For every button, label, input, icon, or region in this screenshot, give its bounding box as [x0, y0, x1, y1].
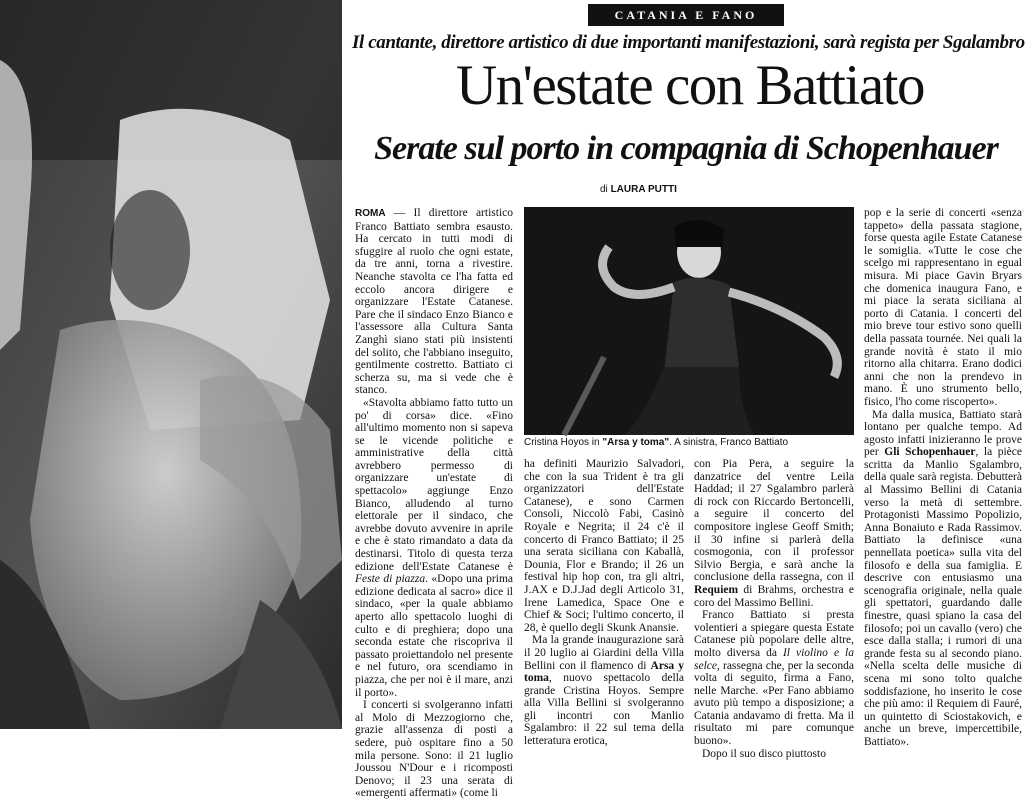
subtitle: Serate sul porto in compagnia di Schopenhauer — [374, 130, 998, 167]
paragraph-text: di Brahms, orchestra e coro del Massimo Bellini. — [694, 583, 854, 609]
paragraph-text: , la pièce scritta da Manlio Sgalambro, della quale sarà regista. Debutterà al Massimo Bellini di Catania verso la metà di settembre. Protagonisti Massimo Popolizio, Anna Bonaiuto e Rada Rassimov. Battiato la definisce «una pennellata poetica» sulla vita del filosofo e della sua famiglia. E descrive con entusiasmo una scenografia originale, nella quale gli spettatori, guardando dalle finestre, quasi spiano la casa del filosofo; poi un cavallo (vero) che esce dalla stalla; i rumori di una grande festa su al secondo piano. «Nella scelta delle musiche di scena mi sono tolto qualche soddisfazione, ho inserito le cose che più amo: il Requiem di Fauré, un quintetto di Sciostakovich, e anche un breve, impercettibile, Battiato». — [864, 446, 1022, 748]
title-italic: Feste di piazza — [355, 573, 426, 586]
title-bold: Gli Schopenhauer — [884, 446, 976, 459]
article-paragraph — [694, 748, 854, 761]
article-column-3 — [694, 458, 855, 760]
photo-caption — [524, 437, 854, 448]
article-paragraph — [524, 634, 684, 747]
photo-franco-battiato — [0, 0, 342, 729]
title-italic: Il violino e la selce — [694, 646, 855, 672]
title-bold: Requiem — [694, 583, 739, 596]
article-column-2 — [524, 458, 685, 748]
paragraph-text: «Stavolta abbiamo fatto tutto un po' di corsa» dice. «Fino all'ultimo momento non si sapeva se le vicende politiche e amministrative della città avrebbero permesso di organizzare un'estate di spettacolo» aggiunge Enzo Bianco, alludendo al turno elettorale per il sindaco, che avrebbe dovuto avvenire in aprile e che è stato rimandato a data da destinarsi. Titolo di questa terza edizione dell'Estate Catanese è — [355, 396, 513, 573]
paragraph-text: , rassegna che, per la seconda volta di seguito, firma a Fano, nelle Marche. «Per Fano abbiamo avuto più tempo a disposizione; a Catania andavamo di fretta. Ma il risultato mi pare comunque buono». — [694, 659, 854, 748]
article-paragraph — [355, 207, 513, 397]
article-paragraph — [355, 699, 513, 800]
paragraph-text: Ma la grande inaugurazione sarà il 20 luglio ai Giardini della Villa Bellini con il flamenco di — [524, 634, 684, 672]
paragraph-text: I concerti si svolgeranno infatti al Molo di Mezzogiorno che, grazie all'assenza di posti a sedere, può ospitare fino a 50 mila persone. Sono: il 21 luglio Joussou N'Dour e i ricomposti Denovo; il 23 una serata di «emergenti affermati» (come li — [355, 699, 513, 800]
overtitle: Il cantante, direttore artistico di due importanti manifestazioni, sarà regista per Sgalambro — [352, 32, 1025, 53]
byline — [600, 184, 677, 195]
section-kicker: CATANIA E FANO — [588, 4, 784, 26]
paragraph-text: pop e la serie di concerti «senza tappeto» della passata stagione, forse questa agile Estate Catanese le somiglia. «Tutte le cose che scelgo mi rappresentano in egual misura. Mi piace Gavin Bryars che domenica inaugura Fano, e mi piace la serata siciliana al porto di Catania. I concerti del mio breve tour estivo sono quelli della passata tournée. Nei quali la grande novità è stato il mio ritorno alla chitarra. Erano dodici anni che non la prendevo in mano. È uno strumento bello, fisico, l'ho come riscoperto». — [864, 207, 1022, 408]
paragraph-text: ha definiti Maurizio Salvadori, che con la sua Trident è tra gli organizzatori dell'Estate Catanese), e sono Carmen Consoli, Niccolò Fabi, Casinò Royale e Negrita; il 24 c'è il concerto di Franco Battiato; il 25 una serata siciliana con Kaballà, Dounia, Flor e Brando; il 26 un festival hip hop con, tra gli altri, J.AX e D.J.Jad degli Articolo 31, Irene Lamedica, Space One e Chief & Soci; l'ultimo concerto, il 28, è quello degli Skunk Anansie. — [524, 458, 684, 634]
paragraph-text: Dopo il suo disco piuttosto — [702, 747, 826, 760]
byline-prefix: di — [600, 184, 608, 195]
article-paragraph — [864, 207, 1022, 409]
caption-rest: . A sinistra, Franco Battiato — [669, 437, 789, 448]
article-column-4 — [864, 207, 1022, 748]
paragraph-text: Ma dalla musica, Battiato starà lontano per qualche tempo. Ad agosto infatti inizieranno le prove per — [864, 408, 1022, 459]
paragraph-text: , nuovo spettacolo della grande Cristina Hoyos. Sempre alla Villa Bellini si svolgeranno gli incontri con Manlio Sgalambro: il 22 sul tema della letteratura erotica, — [524, 672, 684, 748]
paragraph-text: . «Dopo una prima edizione dedicata al sacro» dice il sindaco, «per la quale abbiamo aperto allo spettacolo luoghi di culto e di preghiera; dopo una seconda estate che riscopriva il passato proiettandolo nel presente e nel futuro, ora scendiamo in piazza, che per noi è il mare, anzi il porto». — [355, 573, 514, 699]
paragraph-text: Franco Battiato si presta volentieri a spiegare questa Estate Catanese più popolare delle altre, molto diversa da — [694, 609, 854, 659]
article-column-1 — [355, 207, 514, 800]
photo-battiato-image — [0, 0, 342, 729]
dateline: ROMA — [355, 208, 386, 219]
byline-author: LAURA PUTTI — [610, 184, 677, 195]
article-paragraph — [355, 397, 513, 699]
title-bold: Arsa y toma — [524, 659, 685, 685]
photo-cristina-hoyos — [524, 207, 854, 435]
photo-hoyos-image — [524, 207, 854, 435]
paragraph-text: — Il direttore artistico Franco Battiato sembra esausto. Ha cercato in tutti modi di sfuggire al ruolo che ogni estate, da tre anni, torna a rivestire. Neanche stavolta ce l'ha fatta ed eccolo ancora dirigere e organizzare l'Estate Catanese. Pare che il sindaco Enzo Bianco e l'assessore alla Cultura Santa Zanghì siano stati più insistenti del solito, che l'abbiano inseguito, gentilmente costretto. Battiato ci scherza su, ma si vede che è stanco. — [355, 207, 513, 397]
article-paragraph — [694, 458, 854, 609]
article-paragraph — [524, 458, 684, 634]
article-paragraph — [864, 409, 1022, 749]
caption-name: Cristina Hoyos in — [524, 437, 600, 448]
article-paragraph — [694, 609, 854, 748]
paragraph-text: con Pia Pera, a seguire la danzatrice del ventre Leila Haddad; il 27 Sgalambro parlerà di rock con Riccardo Bertoncelli, a seguire il concerto del compositore inglese Geoff Smith; il 30 infine si parlerà della cosmogonia, con il professor Silvio Bergia, e sarà anche la conclusione della rassegna, con il — [694, 458, 854, 584]
caption-work: "Arsa y toma" — [602, 437, 670, 448]
headline: Un'estate con Battiato — [456, 54, 924, 117]
